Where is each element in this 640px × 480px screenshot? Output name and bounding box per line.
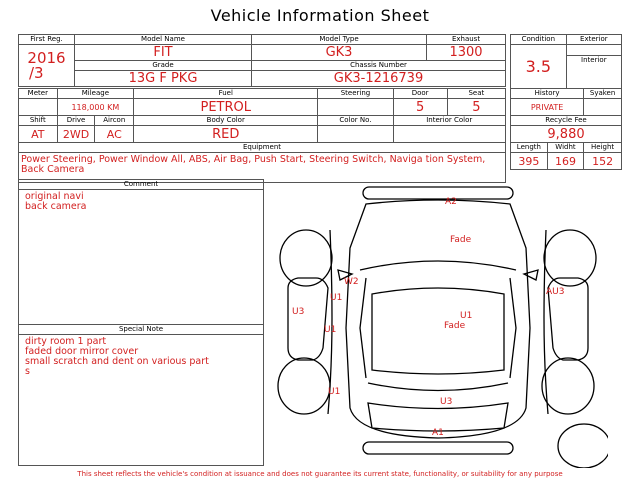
model-name-value: FIT — [75, 45, 252, 61]
left-window-line — [360, 278, 366, 378]
rear-bumper-outline — [363, 442, 513, 454]
door-value: 5 — [393, 99, 447, 116]
windshield-line — [360, 261, 516, 270]
rear-hatch-outline — [368, 403, 508, 431]
mark-fade-roof: Fade — [444, 321, 466, 331]
vehicle-info-table — [18, 34, 506, 87]
grade-value: 13G F PKG — [75, 71, 252, 87]
comment-text: original navi back camera — [25, 191, 87, 212]
width-label: Widht — [547, 143, 583, 153]
front-bumper-outline — [363, 187, 513, 199]
door-label: Door — [393, 89, 447, 99]
sheet-title: Vehicle Information Sheet — [210, 6, 430, 25]
car-damage-diagram — [268, 178, 608, 468]
mileage-label: Mileage — [57, 89, 133, 99]
wheel-rear-left — [278, 358, 330, 414]
right-window-line — [510, 278, 516, 378]
right-mirror — [524, 270, 538, 280]
length-label: Length — [511, 143, 548, 153]
mileage-value: 118,000 KM — [57, 99, 133, 116]
drive-label: Drive — [57, 116, 95, 126]
first-reg-label: First Reg. — [19, 35, 75, 45]
drive-value: 2WD — [57, 126, 95, 143]
model-type-label: Model Type — [252, 35, 427, 45]
mark-au3: AU3 — [546, 287, 565, 297]
specs-table — [18, 88, 506, 183]
color-no-label: Color No. — [318, 116, 393, 126]
width-value: 169 — [547, 153, 583, 170]
car-body-outline — [346, 200, 530, 438]
history-label: History — [511, 89, 584, 99]
height-label: Height — [584, 143, 622, 153]
equipment-label: Equipment — [19, 143, 506, 153]
fuel-value: PETROL — [134, 99, 318, 116]
shift-label: Shift — [19, 116, 58, 126]
recycle-value: 9,880 — [511, 126, 622, 143]
fuel-label: Fuel — [134, 89, 318, 99]
chassis-label: Chassis Number — [252, 61, 506, 71]
syaken-label: Syaken — [584, 89, 622, 99]
mark-u3-rear: U3 — [440, 397, 453, 407]
mark-u1-left-b: U1 — [324, 325, 337, 335]
roof-outline — [372, 288, 504, 374]
chassis-value: GK3-1216739 — [252, 71, 506, 87]
seat-label: Seat — [447, 89, 505, 99]
first-reg-year: 2016 — [27, 48, 66, 67]
model-type-value: GK3 — [252, 45, 427, 61]
mark-u3-left: U3 — [292, 307, 305, 317]
model-name-label: Model Name — [75, 35, 252, 45]
left-side-panel — [288, 278, 328, 360]
history-value: PRIVATE — [511, 99, 584, 116]
mark-a2: A2 — [445, 197, 457, 207]
mark-a1: A1 — [432, 428, 444, 438]
mark-u1-left-a: U1 — [330, 293, 343, 303]
length-value: 395 — [511, 153, 548, 170]
exhaust-value: 1300 — [427, 45, 506, 61]
history-table — [510, 88, 622, 170]
mark-fade-hood: Fade — [450, 235, 472, 245]
mark-w2: W2 — [344, 277, 359, 287]
body-color-label: Body Color — [134, 116, 318, 126]
condition-table — [510, 34, 622, 89]
first-reg-value — [19, 45, 75, 87]
height-value: 152 — [584, 153, 622, 170]
steering-label: Steering — [318, 89, 393, 99]
exterior-label: Exterior — [566, 35, 621, 45]
rear-window-line — [368, 383, 508, 391]
exhaust-label: Exhaust — [427, 35, 506, 45]
mark-u1-bottom: U1 — [328, 387, 341, 397]
mark-u1-roof: U1 — [460, 311, 473, 321]
seat-value: 5 — [447, 99, 505, 116]
equipment-text: Power Steering, Power Window All, ABS, Air Bag, Push Start, Steering Switch, Naviga tion System, Back Camera — [21, 154, 486, 175]
grade-label: Grade — [75, 61, 252, 71]
comment-box — [18, 179, 264, 325]
condition-label: Condition — [511, 35, 567, 45]
aircon-value: AC — [95, 126, 134, 143]
special-note-text: dirty room 1 part faded door mirror cover small scratch and dent on various part s — [25, 336, 209, 377]
aircon-label: Aircon — [95, 116, 134, 126]
shift-value: AT — [19, 126, 58, 143]
condition-score: 3.5 — [511, 45, 567, 89]
comment-label: Comment — [19, 180, 263, 190]
special-note-box — [18, 324, 264, 466]
meter-label: Meter — [19, 89, 58, 99]
interior-label: Interior — [567, 55, 621, 65]
body-color-value: RED — [134, 126, 318, 143]
recycle-label: Recycle Fee — [511, 116, 622, 126]
first-reg-month: /3 — [29, 63, 44, 82]
right-body-line — [544, 230, 548, 414]
disclaimer-footer: This sheet reflects the vehicle's condition at issuance and does not guarantee its current state, functionality, or suitability for any purpose — [77, 470, 563, 478]
spare-wheel — [558, 424, 608, 468]
interior-color-label: Interior Color — [393, 116, 505, 126]
special-note-label: Special Note — [19, 325, 263, 335]
wheel-rear-right — [542, 358, 594, 414]
